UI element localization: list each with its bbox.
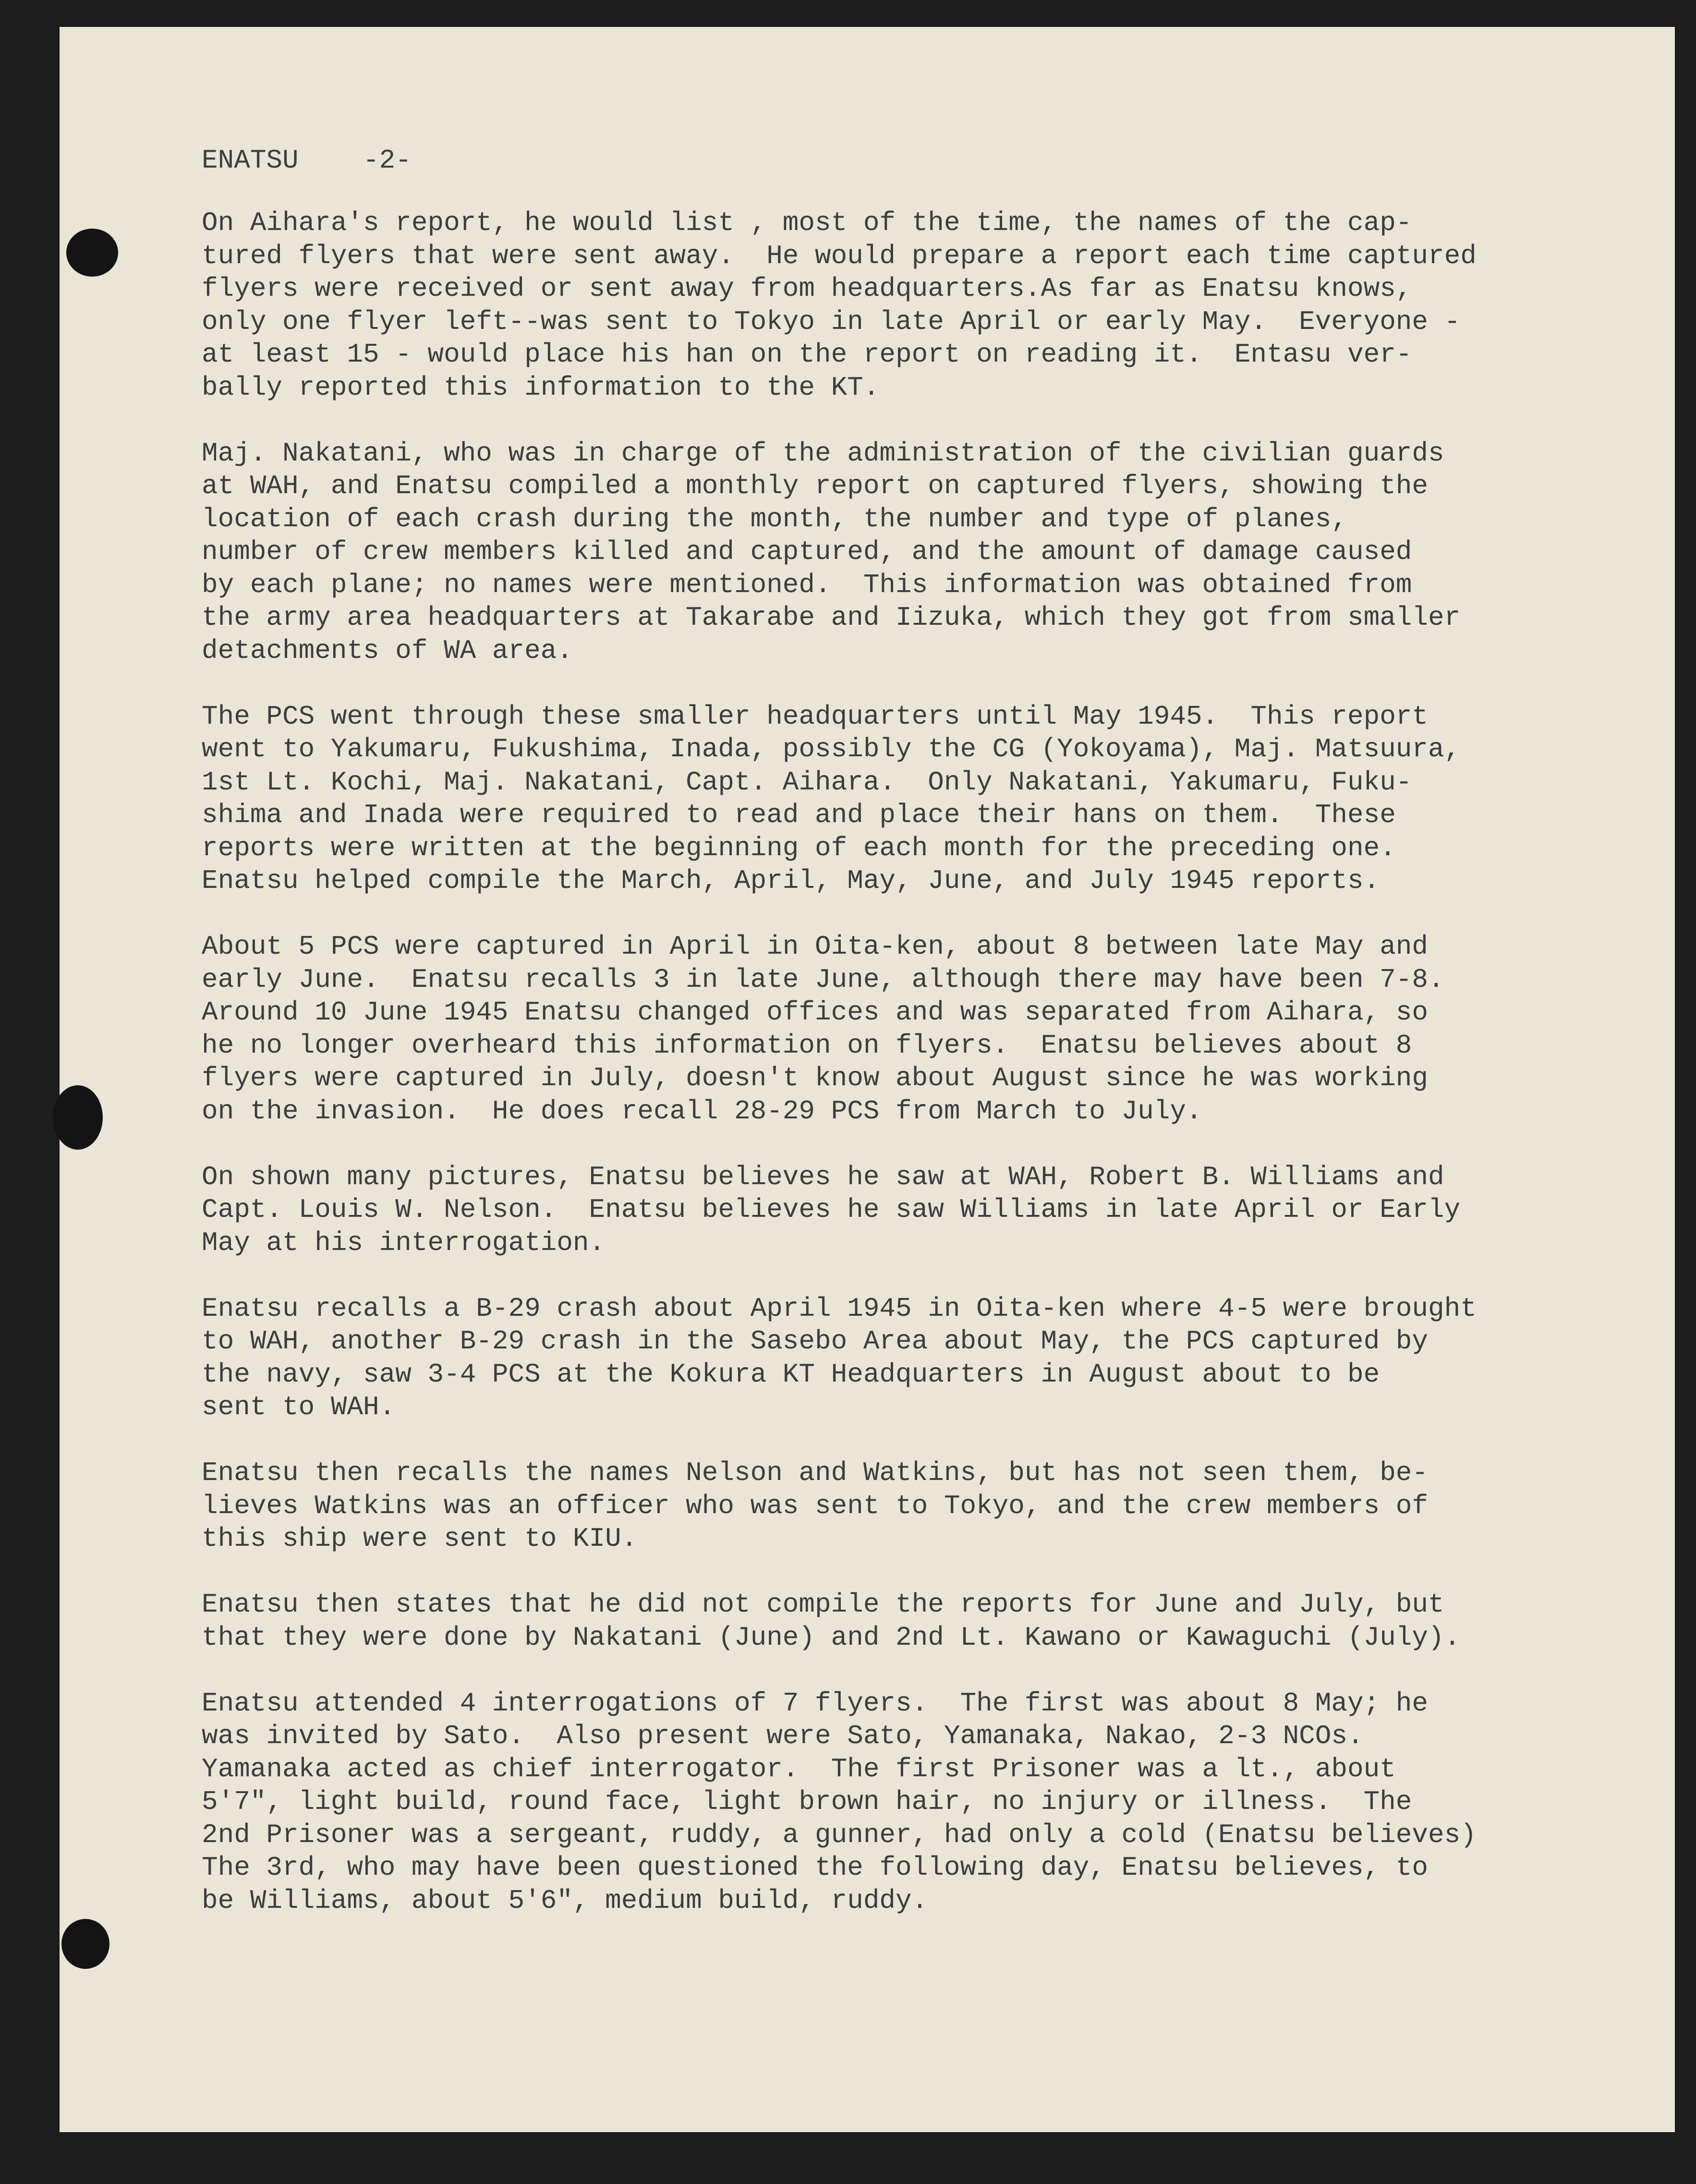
text-line: tured flyers that were sent away. He would prepare a report each time captured [202, 240, 1477, 271]
text-line: the navy, saw 3-4 PCS at the Kokura KT Headquarters in August about to be [202, 1359, 1380, 1390]
document-body [202, 206, 1594, 1950]
paragraph [202, 1292, 1594, 1424]
text-line: May at his interrogation. [202, 1227, 606, 1258]
text-line: 1st Lt. Kochi, Maj. Nakatani, Capt. Aihara. Only Nakatani, Yakumaru, Fuku- [202, 766, 1412, 798]
text-line: be Williams, about 5'6", medium build, ruddy. [202, 1885, 928, 1916]
text-line: Around 10 June 1945 Enatsu changed offices and was separated from Aihara, so [202, 997, 1429, 1028]
punch-hole-middle [53, 1085, 103, 1150]
text-line: the army area headquarters at Takarabe and Iizuka, which they got from smaller [202, 602, 1461, 633]
text-line: went to Yakumaru, Fukushima, Inada, possibly the CG (Yokoyama), Maj. Matsuura, [202, 734, 1461, 764]
text-line: flyers were captured in July, doesn't know about August since he was working [202, 1063, 1429, 1093]
paragraph [202, 1588, 1594, 1654]
text-line: On Aihara's report, he would list , most of the time, the names of the cap- [202, 207, 1412, 238]
text-line: on the invasion. He does recall 28-29 PCS from March to July. [202, 1095, 1202, 1127]
text-line: at WAH, and Enatsu compiled a monthly report on captured flyers, showing the [202, 471, 1429, 501]
text-line: only one flyer left--was sent to Tokyo in late April or early May. Everyone - [202, 306, 1461, 337]
text-line: Enatsu recalls a B-29 crash about April 1945 in Oita-ken where 4-5 were brought [202, 1293, 1477, 1324]
text-line: he no longer overheard this information on flyers. Enatsu believes about 8 [202, 1030, 1412, 1061]
text-line: Capt. Louis W. Nelson. Enatsu believes he saw Williams in late April or Early [202, 1194, 1461, 1225]
text-line: by each plane; no names were mentioned. This information was obtained from [202, 569, 1412, 600]
text-line: Enatsu helped compile the March, April, May, June, and July 1945 reports. [202, 865, 1380, 896]
text-line: shima and Inada were required to read and place their hans on them. These [202, 800, 1396, 830]
text-line: Enatsu then recalls the names Nelson and Watkins, but has not seen them, be- [202, 1457, 1429, 1488]
text-line: Yamanaka acted as chief interrogator. The first Prisoner was a lt., about [202, 1753, 1396, 1784]
paragraph [202, 1161, 1594, 1260]
text-line: at least 15 - would place his han on the report on reading it. Entasu ver- [202, 339, 1412, 370]
text-line: About 5 PCS were captured in April in Oita-ken, about 8 between late May and [202, 931, 1429, 962]
text-line: lieves Watkins was an officer who was sent to Tokyo, and the crew members of [202, 1490, 1429, 1521]
text-line: location of each crash during the month, the number and type of planes, [202, 503, 1347, 534]
text-line: Enatsu attended 4 interrogations of 7 flyers. The first was about 8 May; he [202, 1687, 1429, 1719]
text-line: 5'7", light build, round face, light brown hair, no injury or illness. The [202, 1786, 1412, 1817]
text-line: On shown many pictures, Enatsu believes he saw at WAH, Robert B. Williams and [202, 1161, 1444, 1192]
text-line: number of crew members killed and captured, and the amount of damage caused [202, 536, 1412, 567]
text-line: was invited by Sato. Also present were Sato, Yamanaka, Nakao, 2-3 NCOs. [202, 1721, 1364, 1751]
page-header: ENATSU -2- [202, 145, 412, 176]
text-line: that they were done by Nakatani (June) and 2nd Lt. Kawano or Kawaguchi (July). [202, 1622, 1461, 1653]
paragraph [202, 206, 1594, 404]
text-line: 2nd Prisoner was a sergeant, ruddy, a gunner, had only a cold (Enatsu believes) [202, 1819, 1477, 1850]
text-line: Enatsu then states that he did not compile the reports for June and July, but [202, 1589, 1444, 1620]
punch-hole-bottom [61, 1919, 109, 1969]
text-line: flyers were received or sent away from headquarters.As far as Enatsu knows, [202, 273, 1412, 304]
paragraph [202, 700, 1594, 898]
text-line: early June. Enatsu recalls 3 in late June, although there may have been 7-8. [202, 964, 1444, 995]
punch-hole-top [66, 229, 118, 277]
paragraph [202, 437, 1594, 667]
text-line: sent to WAH. [202, 1392, 396, 1422]
paragraph [202, 930, 1594, 1128]
text-line: The 3rd, who may have been questioned the following day, Enatsu believes, to [202, 1852, 1429, 1883]
paragraph [202, 1687, 1594, 1917]
text-line: Maj. Nakatani, who was in charge of the administration of the civilian guards [202, 437, 1444, 469]
text-line: The PCS went through these smaller headquarters until May 1945. This report [202, 701, 1429, 732]
text-line: reports were written at the beginning of each month for the preceding one. [202, 832, 1396, 863]
text-line: to WAH, another B-29 crash in the Sasebo Area about May, the PCS captured by [202, 1326, 1429, 1357]
paragraph [202, 1456, 1594, 1555]
text-line: bally reported this information to the KT. [202, 372, 880, 403]
text-line: this ship were sent to KIU. [202, 1523, 638, 1554]
text-line: detachments of WA area. [202, 635, 573, 666]
